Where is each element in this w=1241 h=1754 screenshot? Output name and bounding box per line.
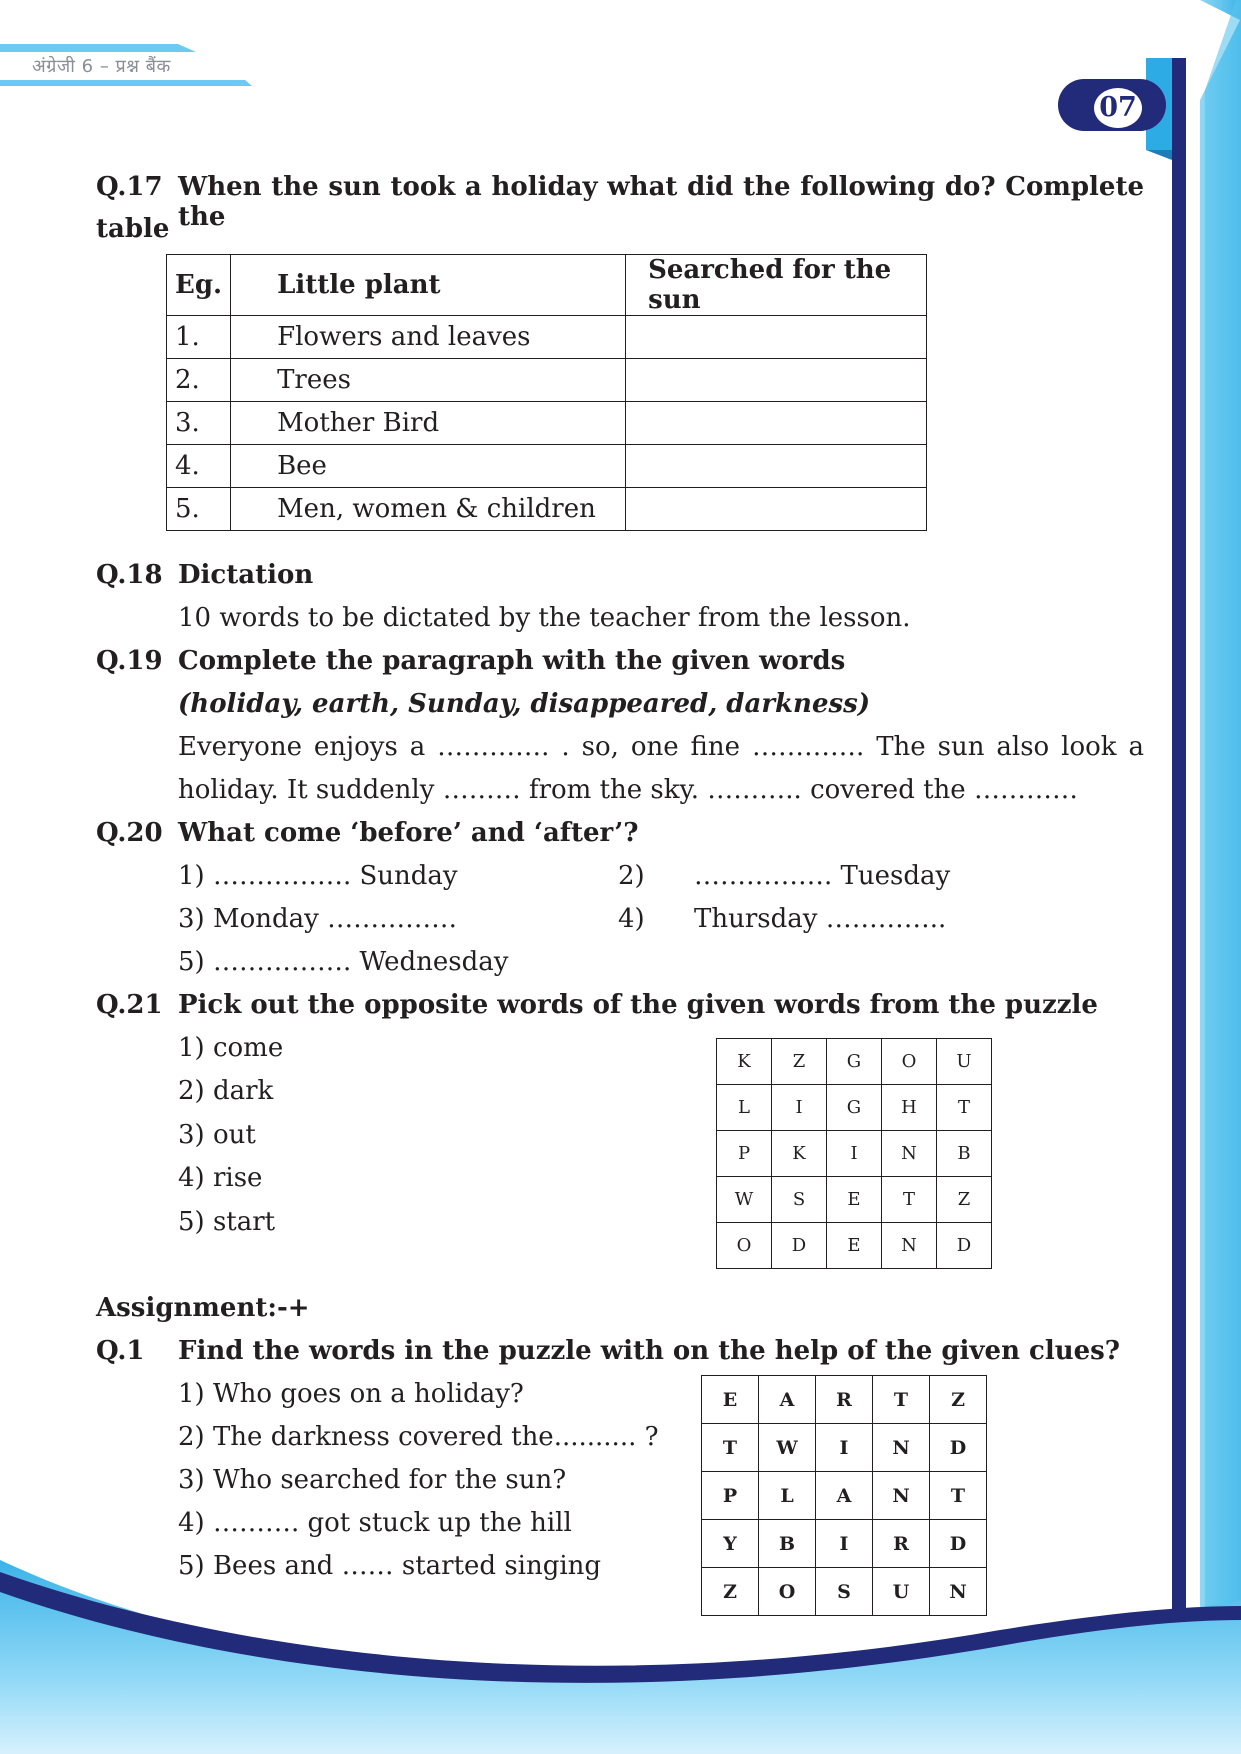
item-number: 2) <box>618 861 645 891</box>
puzzle-row <box>717 1039 992 1085</box>
puzzle-cell: T <box>882 1177 937 1223</box>
q19-paragraph-line2: holiday. It suddenly ……… from the sky. ……….. covered the ………… <box>178 775 1078 805</box>
puzzle-cell: I <box>772 1085 827 1131</box>
table-cell-blank <box>626 402 927 445</box>
puzzle-cell: L <box>759 1472 816 1520</box>
list-item <box>178 1033 283 1063</box>
q19-number: Q.19 <box>96 646 163 676</box>
list-item <box>178 904 457 934</box>
page-number: 07 <box>1094 88 1142 128</box>
item-text: ……………. Tuesday <box>694 861 951 891</box>
puzzle-row <box>717 1085 992 1131</box>
puzzle-cell: K <box>772 1131 827 1177</box>
item-text: ………. got stuck up the hill <box>212 1508 572 1538</box>
puzzle-row <box>702 1472 987 1520</box>
item-text: rise <box>212 1163 263 1193</box>
table-row <box>167 445 927 488</box>
puzzle-cell: O <box>717 1223 772 1269</box>
puzzle-cell: D <box>930 1424 987 1472</box>
puzzle-cell: H <box>882 1085 937 1131</box>
list-item <box>178 1551 601 1581</box>
item-number: 2) <box>178 1422 205 1452</box>
puzzle-cell: I <box>827 1131 882 1177</box>
item-number: 1) <box>178 1379 205 1409</box>
assignment-heading: Assignment:-+ <box>96 1293 310 1323</box>
list-item <box>178 1508 572 1538</box>
puzzle-cell: A <box>816 1472 873 1520</box>
q18-text: 10 words to be dictated by the teacher from the lesson. <box>178 603 911 633</box>
puzzle-cell: S <box>772 1177 827 1223</box>
puzzle-cell: Z <box>930 1376 987 1424</box>
q17-title-line1: When the sun took a holiday what did the following do? Complete the <box>178 172 1144 232</box>
list-item <box>178 1379 524 1409</box>
item-number: 4) <box>618 904 645 934</box>
q17-title-line2: table <box>96 214 170 244</box>
puzzle-cell: D <box>772 1223 827 1269</box>
list-item <box>178 1076 273 1106</box>
table-cell: Trees <box>231 359 626 402</box>
puzzle-cell: W <box>759 1424 816 1472</box>
puzzle-row <box>717 1223 992 1269</box>
table-cell: 3. <box>167 402 231 445</box>
item-text: Bees and …… started singing <box>212 1551 602 1581</box>
table-cell: Bee <box>231 445 626 488</box>
q17-number: Q.17 <box>96 172 163 202</box>
table-cell-blank <box>626 488 927 531</box>
right-navy-line <box>1172 58 1186 1618</box>
table-cell: Flowers and leaves <box>231 316 626 359</box>
puzzle-cell: Y <box>702 1520 759 1568</box>
puzzle-cell: O <box>759 1568 816 1616</box>
puzzle-cell: N <box>930 1568 987 1616</box>
item-number: 3) <box>178 904 205 934</box>
item-number: 3) <box>178 1120 205 1150</box>
q19-paragraph-line1: Everyone enjoys a …………. . so, one fine …………. The sun also look a <box>178 732 1144 762</box>
puzzle-cell: Z <box>702 1568 759 1616</box>
puzzle-cell: B <box>759 1520 816 1568</box>
puzzle-row <box>702 1568 987 1616</box>
q17-table <box>166 254 927 531</box>
list-item <box>178 861 458 891</box>
puzzle-row <box>702 1520 987 1568</box>
puzzle-row <box>702 1376 987 1424</box>
puzzle-cell: W <box>717 1177 772 1223</box>
item-number: 1) <box>178 1033 205 1063</box>
assignment-q1-number: Q.1 <box>96 1336 145 1366</box>
q21-puzzle <box>716 1038 992 1269</box>
table-cell: 2. <box>167 359 231 402</box>
q20-number: Q.20 <box>96 818 163 848</box>
item-text: ……………. Wednesday <box>212 947 509 977</box>
item-number: 1) <box>178 861 205 891</box>
table-cell-blank <box>626 445 927 488</box>
list-item <box>178 1465 566 1495</box>
assignment-q1-title: Find the words in the puzzle with on the help of the given clues? <box>178 1336 1121 1366</box>
q18-title: Dictation <box>178 560 314 590</box>
puzzle-cell: I <box>816 1520 873 1568</box>
list-item <box>178 1422 659 1452</box>
puzzle-cell: T <box>937 1085 992 1131</box>
puzzle-cell: G <box>827 1039 882 1085</box>
item-text: ……………. Sunday <box>212 861 458 891</box>
list-item <box>618 861 645 891</box>
q19-title: Complete the paragraph with the given words <box>178 646 846 676</box>
item-text: Who searched for the sun? <box>212 1465 567 1495</box>
table-cell-blank <box>626 316 927 359</box>
item-number: 5) <box>178 1551 205 1581</box>
puzzle-cell: N <box>882 1131 937 1177</box>
puzzle-cell: R <box>873 1520 930 1568</box>
q18-number: Q.18 <box>96 560 163 590</box>
puzzle-cell: G <box>827 1085 882 1131</box>
puzzle-cell: R <box>816 1376 873 1424</box>
puzzle-cell: D <box>930 1520 987 1568</box>
table-cell: 1. <box>167 316 231 359</box>
puzzle-cell: S <box>816 1568 873 1616</box>
q21-number: Q.21 <box>96 990 163 1020</box>
q20-title: What come ‘before’ and ‘after’? <box>178 818 639 848</box>
puzzle-row <box>717 1177 992 1223</box>
puzzle-cell: E <box>827 1223 882 1269</box>
item-number: 5) <box>178 1207 205 1237</box>
puzzle-cell: U <box>937 1039 992 1085</box>
table-header-row <box>167 255 927 316</box>
list-item <box>178 1120 256 1150</box>
puzzle-cell: T <box>930 1472 987 1520</box>
table-header-cell: Searched for the sun <box>626 255 927 316</box>
item-number: 4) <box>178 1508 205 1538</box>
item-text: start <box>212 1207 276 1237</box>
list-item <box>178 1163 262 1193</box>
item-text: The darkness covered the.......... ? <box>212 1422 659 1452</box>
puzzle-cell: Z <box>937 1177 992 1223</box>
puzzle-cell: U <box>873 1568 930 1616</box>
header-label: अंग्रेजी 6 – प्रश्न बैंक <box>32 56 171 77</box>
puzzle-cell: T <box>873 1376 930 1424</box>
puzzle-cell: L <box>717 1085 772 1131</box>
puzzle-cell: E <box>702 1376 759 1424</box>
item-number: 5) <box>178 947 205 977</box>
item-text: out <box>212 1120 256 1150</box>
item-text: Monday …………… <box>212 904 458 934</box>
table-header-cell: Little plant <box>231 255 626 316</box>
puzzle-cell: I <box>816 1424 873 1472</box>
list-item <box>618 904 645 934</box>
table-header-cell: Eg. <box>167 255 231 316</box>
item-text: Thursday ………….. <box>694 904 947 934</box>
puzzle-cell: D <box>937 1223 992 1269</box>
puzzle-cell: E <box>827 1177 882 1223</box>
assignment-q1-puzzle <box>701 1375 987 1616</box>
table-row <box>167 488 927 531</box>
table-row <box>167 402 927 445</box>
puzzle-cell: P <box>702 1472 759 1520</box>
q19-given-words: (holiday, earth, Sunday, disappeared, darkness) <box>178 689 871 719</box>
item-number: 4) <box>178 1163 205 1193</box>
bottom-wave-light <box>0 1560 1241 1754</box>
puzzle-cell: T <box>702 1424 759 1472</box>
table-row <box>167 316 927 359</box>
q21-title: Pick out the opposite words of the given words from the puzzle <box>178 990 1098 1020</box>
puzzle-cell: Z <box>772 1039 827 1085</box>
item-number: 3) <box>178 1465 205 1495</box>
table-cell-blank <box>626 359 927 402</box>
puzzle-cell: N <box>873 1424 930 1472</box>
table-cell: 4. <box>167 445 231 488</box>
item-text: come <box>212 1033 284 1063</box>
puzzle-cell: K <box>717 1039 772 1085</box>
table-cell: 5. <box>167 488 231 531</box>
puzzle-cell: B <box>937 1131 992 1177</box>
list-item <box>178 947 508 977</box>
item-text: dark <box>212 1076 274 1106</box>
table-row <box>167 359 927 402</box>
list-item <box>178 1207 275 1237</box>
puzzle-cell: P <box>717 1131 772 1177</box>
item-text: Who goes on a holiday? <box>212 1379 524 1409</box>
item-number: 2) <box>178 1076 205 1106</box>
puzzle-row <box>702 1424 987 1472</box>
puzzle-row <box>717 1131 992 1177</box>
puzzle-cell: A <box>759 1376 816 1424</box>
puzzle-cell: O <box>882 1039 937 1085</box>
table-cell: Mother Bird <box>231 402 626 445</box>
puzzle-cell: N <box>873 1472 930 1520</box>
table-cell: Men, women & children <box>231 488 626 531</box>
puzzle-cell: N <box>882 1223 937 1269</box>
